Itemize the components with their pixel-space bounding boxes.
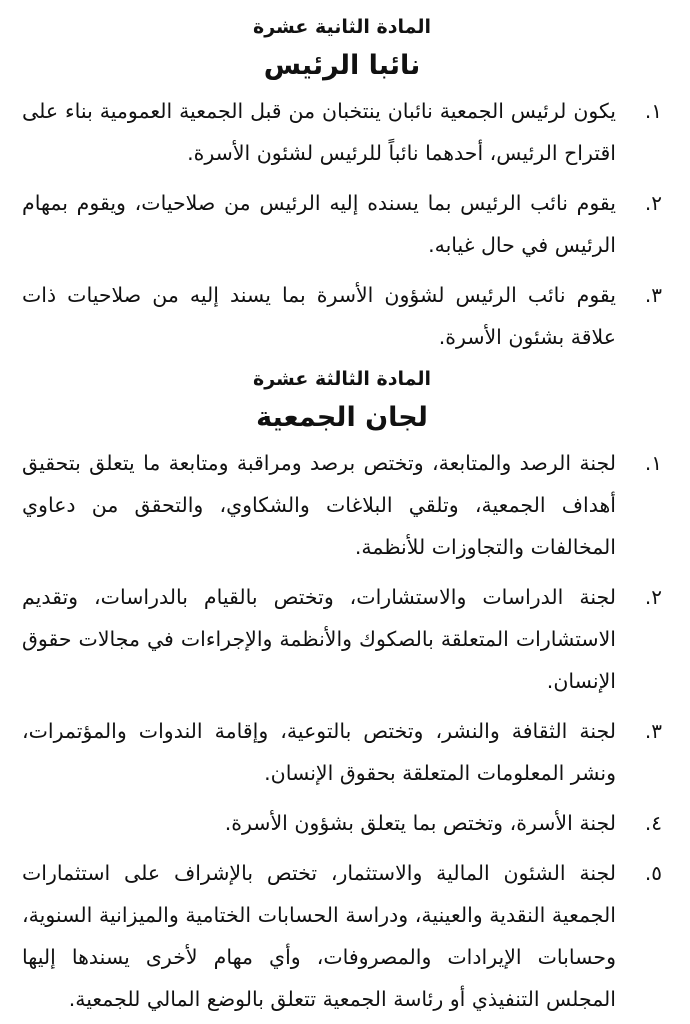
article-13-items bbox=[22, 442, 662, 1020]
article-12-label: المادة الثانية عشرة bbox=[252, 16, 431, 38]
item-number: ٢. bbox=[644, 585, 662, 609]
item-text: لجنة الشئون المالية والاستثمار، تختص بالإشراف على استثمارات الجمعية النقدية والعينية، ودراسة الحسابات الختامية والميزانية السنوية، وحسابات الإيرادات والمصروفات، وأي مهام لأخرى يسندها إليها المجلس التنفيذي أو رئاسة الجمعية تتعلق بالوضع المالي للجمعية. bbox=[22, 861, 616, 1011]
item-number: ٣. bbox=[644, 283, 662, 307]
item-number: ١. bbox=[644, 451, 662, 475]
article-12 bbox=[22, 14, 662, 358]
list-item bbox=[22, 90, 662, 174]
list-item bbox=[22, 710, 662, 794]
article-12-heading: نائبا الرئيس bbox=[263, 50, 421, 81]
item-text: يكون لرئيس الجمعية نائبان ينتخبان من قبل الجمعية العمومية بناء على اقتراح الرئيس، أحدهما نائباً للرئيس لشئون الأسرة. bbox=[22, 99, 616, 165]
article-13-label: المادة الثالثة عشرة bbox=[252, 368, 431, 390]
item-text: يقوم نائب الرئيس بما يسنده إليه الرئيس من صلاحيات، ويقوم بمهام الرئيس في حال غيابه. bbox=[22, 191, 616, 257]
article-12-items bbox=[22, 90, 662, 358]
item-number: ٢. bbox=[644, 191, 662, 215]
item-text: لجنة الدراسات والاستشارات، وتختص بالقيام بالدراسات، وتقديم الاستشارات المتعلقة بالصكوك والأنظمة والإجراءات في مجالات حقوق الإنسان. bbox=[22, 585, 616, 693]
item-number: ٤. bbox=[644, 811, 662, 835]
article-13-heading: لجان الجمعية bbox=[256, 402, 428, 433]
item-number: ١. bbox=[644, 99, 662, 123]
item-text: لجنة الأسرة، وتختص بما يتعلق بشؤون الأسرة. bbox=[224, 811, 616, 835]
item-number: ٥. bbox=[644, 861, 662, 885]
item-text: يقوم نائب الرئيس لشؤون الأسرة بما يسند إليه من صلاحيات ذات علاقة بشئون الأسرة. bbox=[22, 283, 616, 349]
item-number: ٣. bbox=[644, 719, 662, 743]
list-item bbox=[22, 576, 662, 702]
item-text: لجنة الرصد والمتابعة، وتختص برصد ومراقبة ومتابعة ما يتعلق بتحقيق أهداف الجمعية، وتلقي البلاغات والشكاوي، والتحقق من دعاوي المخالفات والتجاوزات للأنظمة. bbox=[22, 451, 616, 559]
list-item bbox=[22, 852, 662, 1020]
article-13 bbox=[22, 366, 662, 1020]
list-item bbox=[22, 442, 662, 568]
list-item bbox=[22, 274, 662, 358]
list-item bbox=[22, 182, 662, 266]
list-item bbox=[22, 802, 662, 844]
item-text: لجنة الثقافة والنشر، وتختص بالتوعية، وإقامة الندوات والمؤتمرات، ونشر المعلومات المتعلقة بحقوق الإنسان. bbox=[22, 719, 616, 785]
